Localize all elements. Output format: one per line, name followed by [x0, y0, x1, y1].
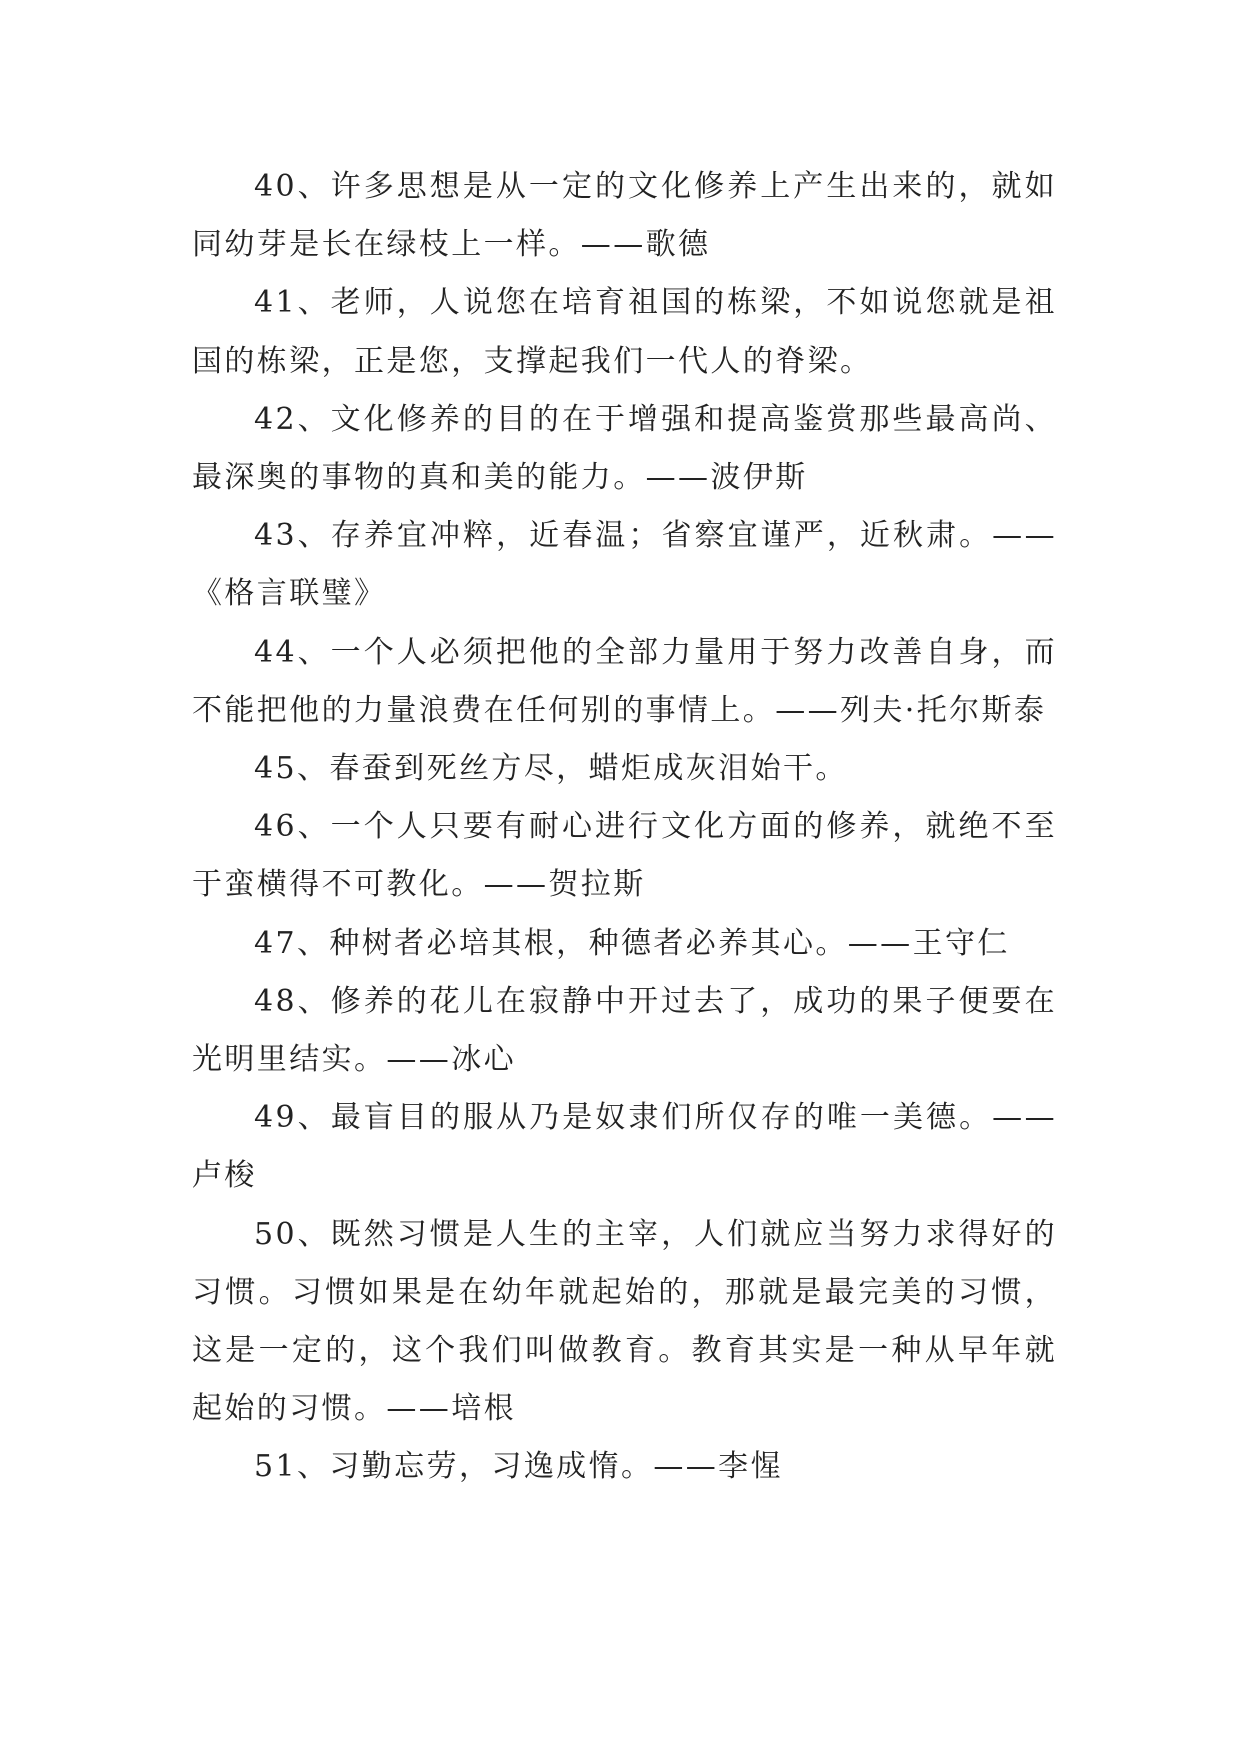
quote-paragraph: 49、最盲目的服从乃是奴隶们所仅存的唯一美德。——卢梭	[192, 1100, 1057, 1194]
quote-paragraph: 43、存养宜冲粹，近春温；省察宜谨严，近秋肃。——《格言联璧》	[192, 518, 1057, 612]
quote-paragraph: 50、既然习惯是人生的主宰，人们就应当努力求得好的习惯。习惯如果是在幼年就起始的，那就是最完美的习惯，这是一定的，这个我们叫做教育。教育其实是一种从早年就起始的习惯。——培根	[192, 1216, 1057, 1427]
quote-paragraph: 42、文化修养的目的在于增强和提高鉴赏那些最高尚、最深奥的事物的真和美的能力。——波伊斯	[192, 401, 1057, 496]
quote-paragraph: 44、一个人必须把他的全部力量用于努力改善自身，而不能把他的力量浪费在任何别的事情上。——列夫·托尔斯泰	[192, 634, 1057, 728]
quote-paragraph: 48、修养的花儿在寂静中开过去了，成功的果子便要在光明里结实。——冰心	[192, 983, 1057, 1078]
document-body	[192, 158, 1057, 1497]
quote-paragraph: 45、春蚕到死丝方尽，蜡炬成灰泪始干。	[254, 751, 848, 787]
quote-paragraph: 40、许多思想是从一定的文化修养上产生出来的，就如同幼芽是长在绿枝上一样。——歌德	[192, 169, 1057, 263]
quote-paragraph: 51、习勤忘劳，习逸成惰。——李惺	[254, 1449, 783, 1485]
quote-paragraph: 47、种树者必培其根，种德者必养其心。——王守仁	[254, 925, 1010, 961]
quote-paragraph: 46、一个人只要有耐心进行文化方面的修养，就绝不至于蛮横得不可教化。——贺拉斯	[192, 809, 1057, 903]
quote-paragraph: 41、老师，人说您在培育祖国的栋梁，不如说您就是祖国的栋梁，正是您，支撑起我们一代人的脊梁。	[192, 285, 1057, 379]
